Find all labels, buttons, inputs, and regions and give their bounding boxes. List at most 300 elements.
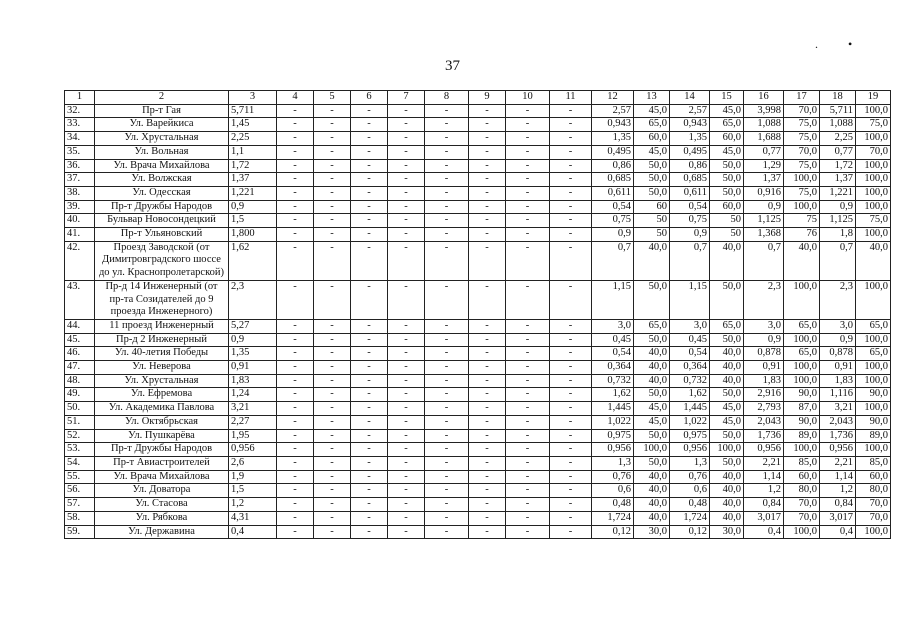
street-name: Ул. Ефремова <box>95 388 229 402</box>
street-name: Ул. Академика Павлова <box>95 402 229 416</box>
dash-cell: - <box>550 402 592 416</box>
street-name: Ул. Хрустальная <box>95 132 229 146</box>
page-number: 37 <box>445 58 460 74</box>
value-cell: 50,0 <box>710 186 744 200</box>
value-cell: 100,0 <box>784 525 820 539</box>
value-cell: 45,0 <box>634 402 670 416</box>
row-number: 33. <box>65 118 95 132</box>
dash-cell: - <box>351 186 388 200</box>
row-number: 59. <box>65 525 95 539</box>
dash-cell: - <box>314 388 351 402</box>
value-cell: 89,0 <box>784 429 820 443</box>
dash-cell: - <box>314 145 351 159</box>
dash-cell: - <box>469 132 506 146</box>
value-cell: 0,7 <box>592 241 634 280</box>
value-cell: 70,0 <box>784 145 820 159</box>
value-cell: 1,2 <box>744 484 784 498</box>
dash-cell: - <box>351 484 388 498</box>
value-cell: 45,0 <box>634 145 670 159</box>
dash-cell: - <box>550 511 592 525</box>
dash-cell: - <box>425 104 469 118</box>
value-cell: 100,0 <box>856 104 891 118</box>
row-number: 45. <box>65 333 95 347</box>
dash-cell: - <box>425 415 469 429</box>
dash-cell: - <box>277 159 314 173</box>
street-name: Бульвар Новосондецкий <box>95 214 229 228</box>
dash-cell: - <box>469 361 506 375</box>
dash-cell: - <box>351 159 388 173</box>
dash-cell: - <box>314 415 351 429</box>
value-cell: 100,0 <box>856 374 891 388</box>
dash-cell: - <box>277 443 314 457</box>
dash-cell: - <box>506 511 550 525</box>
value-cell: 0,45 <box>592 333 634 347</box>
dash-cell: - <box>314 402 351 416</box>
value-cell: 1,221 <box>820 186 856 200</box>
value-cell: 0,54 <box>592 347 634 361</box>
dash-cell: - <box>351 145 388 159</box>
dash-cell: - <box>469 173 506 187</box>
row-number: 37. <box>65 173 95 187</box>
table-row <box>65 228 891 242</box>
value-cell: 0,4 <box>744 525 784 539</box>
table-row <box>65 132 891 146</box>
dash-cell: - <box>314 118 351 132</box>
value-cell: 0,6 <box>592 484 634 498</box>
value-cell: 3,0 <box>592 319 634 333</box>
value-cell: 0,732 <box>670 374 710 388</box>
row-number: 47. <box>65 361 95 375</box>
dash-cell: - <box>277 104 314 118</box>
dash-cell: - <box>314 361 351 375</box>
dash-cell: - <box>469 456 506 470</box>
dash-cell: - <box>351 241 388 280</box>
length-value: 3,21 <box>229 402 277 416</box>
value-cell: 50,0 <box>634 456 670 470</box>
row-number: 38. <box>65 186 95 200</box>
dash-cell: - <box>550 159 592 173</box>
value-cell: 2,3 <box>744 280 784 319</box>
value-cell: 50,0 <box>634 333 670 347</box>
dash-cell: - <box>388 118 425 132</box>
row-number: 53. <box>65 443 95 457</box>
length-value: 1,221 <box>229 186 277 200</box>
value-cell: 50 <box>710 228 744 242</box>
dash-cell: - <box>506 388 550 402</box>
value-cell: 100,0 <box>856 361 891 375</box>
dash-cell: - <box>550 470 592 484</box>
dash-cell: - <box>550 347 592 361</box>
value-cell: 0,878 <box>820 347 856 361</box>
dash-cell: - <box>506 200 550 214</box>
row-number: 42. <box>65 241 95 280</box>
value-cell: 1,29 <box>744 159 784 173</box>
value-cell: 0,45 <box>670 333 710 347</box>
value-cell: 100,0 <box>856 173 891 187</box>
header-cell: 2 <box>95 91 229 105</box>
value-cell: 0,54 <box>670 200 710 214</box>
value-cell: 45,0 <box>710 415 744 429</box>
street-name: 11 проезд Инженерный <box>95 319 229 333</box>
value-cell: 50,0 <box>634 159 670 173</box>
row-number: 50. <box>65 402 95 416</box>
scan-speck: . <box>815 37 818 51</box>
length-value: 1,800 <box>229 228 277 242</box>
street-name: Проезд Заводской (от Димитровградского шоссе до ул. Краснопролетарской) <box>95 241 229 280</box>
dash-cell: - <box>277 470 314 484</box>
length-value: 1,5 <box>229 214 277 228</box>
dash-cell: - <box>314 228 351 242</box>
street-name: Пр-т Дружбы Народов <box>95 443 229 457</box>
value-cell: 60,0 <box>710 132 744 146</box>
dash-cell: - <box>277 388 314 402</box>
dash-cell: - <box>469 525 506 539</box>
value-cell: 100,0 <box>784 374 820 388</box>
dash-cell: - <box>506 228 550 242</box>
dash-cell: - <box>388 443 425 457</box>
header-cell: 5 <box>314 91 351 105</box>
street-name: Ул. Октябрьская <box>95 415 229 429</box>
value-cell: 30,0 <box>634 525 670 539</box>
dash-cell: - <box>425 347 469 361</box>
dash-cell: - <box>388 429 425 443</box>
value-cell: 0,6 <box>670 484 710 498</box>
length-value: 0,4 <box>229 525 277 539</box>
dash-cell: - <box>351 228 388 242</box>
dash-cell: - <box>469 280 506 319</box>
header-cell: 1 <box>65 91 95 105</box>
dash-cell: - <box>277 429 314 443</box>
table-row <box>65 361 891 375</box>
street-name: Пр-т Авиастроителей <box>95 456 229 470</box>
dash-cell: - <box>351 525 388 539</box>
value-cell: 1,088 <box>820 118 856 132</box>
length-value: 4,31 <box>229 511 277 525</box>
row-number: 32. <box>65 104 95 118</box>
value-cell: 1,736 <box>744 429 784 443</box>
street-name: Ул. Одесская <box>95 186 229 200</box>
dash-cell: - <box>469 214 506 228</box>
dash-cell: - <box>506 118 550 132</box>
length-value: 1,24 <box>229 388 277 402</box>
value-cell: 0,84 <box>820 498 856 512</box>
value-cell: 1,724 <box>592 511 634 525</box>
dash-cell: - <box>506 347 550 361</box>
length-value: 1,45 <box>229 118 277 132</box>
street-name: Ул. Пушкарёва <box>95 429 229 443</box>
dash-cell: - <box>469 402 506 416</box>
value-cell: 0,732 <box>592 374 634 388</box>
value-cell: 40,0 <box>634 470 670 484</box>
length-value: 1,2 <box>229 498 277 512</box>
dash-cell: - <box>351 118 388 132</box>
dash-cell: - <box>469 159 506 173</box>
dash-cell: - <box>314 374 351 388</box>
value-cell: 0,956 <box>670 443 710 457</box>
length-value: 1,1 <box>229 145 277 159</box>
dash-cell: - <box>277 347 314 361</box>
value-cell: 0,9 <box>744 200 784 214</box>
dash-cell: - <box>506 159 550 173</box>
length-value: 1,37 <box>229 173 277 187</box>
dash-cell: - <box>550 415 592 429</box>
dash-cell: - <box>425 402 469 416</box>
dash-cell: - <box>550 173 592 187</box>
value-cell: 70,0 <box>856 145 891 159</box>
dash-cell: - <box>425 319 469 333</box>
street-name: Ул. Рябкова <box>95 511 229 525</box>
value-cell: 3,017 <box>744 511 784 525</box>
value-cell: 45,0 <box>710 104 744 118</box>
value-cell: 65,0 <box>784 319 820 333</box>
value-cell: 2,57 <box>670 104 710 118</box>
street-name: Ул. Варейкиса <box>95 118 229 132</box>
value-cell: 65,0 <box>856 347 891 361</box>
value-cell: 2,21 <box>820 456 856 470</box>
dash-cell: - <box>550 228 592 242</box>
value-cell: 1,14 <box>820 470 856 484</box>
length-value: 1,5 <box>229 484 277 498</box>
value-cell: 50,0 <box>710 159 744 173</box>
dash-cell: - <box>550 361 592 375</box>
value-cell: 1,72 <box>820 159 856 173</box>
street-name: Ул. Врача Михайлова <box>95 470 229 484</box>
table-row <box>65 145 891 159</box>
value-cell: 65,0 <box>634 118 670 132</box>
value-cell: 0,9 <box>744 333 784 347</box>
dash-cell: - <box>388 145 425 159</box>
dash-cell: - <box>425 333 469 347</box>
dash-cell: - <box>550 200 592 214</box>
dash-cell: - <box>550 145 592 159</box>
dash-cell: - <box>351 347 388 361</box>
dash-cell: - <box>314 429 351 443</box>
street-name: Пр-т Гая <box>95 104 229 118</box>
value-cell: 1,15 <box>670 280 710 319</box>
value-cell: 45,0 <box>634 104 670 118</box>
value-cell: 3,017 <box>820 511 856 525</box>
dash-cell: - <box>469 470 506 484</box>
length-value: 2,27 <box>229 415 277 429</box>
dash-cell: - <box>550 333 592 347</box>
dash-cell: - <box>425 132 469 146</box>
value-cell: 0,12 <box>670 525 710 539</box>
dash-cell: - <box>277 484 314 498</box>
value-cell: 0,91 <box>820 361 856 375</box>
dash-cell: - <box>351 214 388 228</box>
dash-cell: - <box>314 186 351 200</box>
header-cell: 17 <box>784 91 820 105</box>
value-cell: 40,0 <box>856 241 891 280</box>
street-name: Пр-т Ульяновский <box>95 228 229 242</box>
value-cell: 50 <box>634 228 670 242</box>
length-value: 0,91 <box>229 361 277 375</box>
table-row <box>65 214 891 228</box>
value-cell: 0,84 <box>744 498 784 512</box>
dash-cell: - <box>425 374 469 388</box>
dash-cell: - <box>388 319 425 333</box>
dash-cell: - <box>425 241 469 280</box>
dash-cell: - <box>469 118 506 132</box>
length-value: 0,956 <box>229 443 277 457</box>
value-cell: 0,943 <box>592 118 634 132</box>
value-cell: 90,0 <box>784 415 820 429</box>
value-cell: 90,0 <box>784 388 820 402</box>
dash-cell: - <box>351 280 388 319</box>
dash-cell: - <box>314 104 351 118</box>
value-cell: 1,62 <box>670 388 710 402</box>
value-cell: 75,0 <box>784 118 820 132</box>
dash-cell: - <box>388 470 425 484</box>
dash-cell: - <box>351 319 388 333</box>
data-table <box>64 90 891 539</box>
row-number: 34. <box>65 132 95 146</box>
dash-cell: - <box>351 470 388 484</box>
value-cell: 100,0 <box>634 443 670 457</box>
dash-cell: - <box>277 186 314 200</box>
header-cell: 11 <box>550 91 592 105</box>
value-cell: 45,0 <box>634 415 670 429</box>
value-cell: 100,0 <box>856 200 891 214</box>
value-cell: 60,0 <box>856 470 891 484</box>
row-number: 54. <box>65 456 95 470</box>
value-cell: 1,116 <box>820 388 856 402</box>
value-cell: 1,445 <box>670 402 710 416</box>
dash-cell: - <box>550 498 592 512</box>
value-cell: 40,0 <box>634 484 670 498</box>
value-cell: 1,37 <box>744 173 784 187</box>
value-cell: 0,685 <box>592 173 634 187</box>
value-cell: 30,0 <box>710 525 744 539</box>
street-name: Ул. Доватора <box>95 484 229 498</box>
value-cell: 0,364 <box>592 361 634 375</box>
dash-cell: - <box>314 280 351 319</box>
table-row <box>65 186 891 200</box>
dash-cell: - <box>388 498 425 512</box>
dash-cell: - <box>277 145 314 159</box>
value-cell: 0,956 <box>592 443 634 457</box>
dash-cell: - <box>351 498 388 512</box>
dash-cell: - <box>506 214 550 228</box>
dash-cell: - <box>506 241 550 280</box>
row-number: 43. <box>65 280 95 319</box>
dash-cell: - <box>314 241 351 280</box>
header-cell: 18 <box>820 91 856 105</box>
value-cell: 0,7 <box>670 241 710 280</box>
value-cell: 1,368 <box>744 228 784 242</box>
value-cell: 0,9 <box>592 228 634 242</box>
dash-cell: - <box>425 484 469 498</box>
table-row <box>65 104 891 118</box>
header-cell: 7 <box>388 91 425 105</box>
value-cell: 90,0 <box>856 388 891 402</box>
table-row <box>65 118 891 132</box>
row-number: 36. <box>65 159 95 173</box>
value-cell: 1,8 <box>820 228 856 242</box>
dash-cell: - <box>469 186 506 200</box>
value-cell: 75,0 <box>856 118 891 132</box>
table-row <box>65 525 891 539</box>
dash-cell: - <box>506 443 550 457</box>
value-cell: 100,0 <box>856 186 891 200</box>
dash-cell: - <box>388 415 425 429</box>
dash-cell: - <box>351 200 388 214</box>
table-row <box>65 319 891 333</box>
value-cell: 50,0 <box>710 456 744 470</box>
dash-cell: - <box>277 132 314 146</box>
row-number: 44. <box>65 319 95 333</box>
street-name: Ул. Державина <box>95 525 229 539</box>
dash-cell: - <box>425 228 469 242</box>
value-cell: 70,0 <box>856 511 891 525</box>
table-row <box>65 470 891 484</box>
header-cell: 10 <box>506 91 550 105</box>
value-cell: 100,0 <box>856 132 891 146</box>
value-cell: 45,0 <box>710 145 744 159</box>
value-cell: 76 <box>784 228 820 242</box>
value-cell: 0,86 <box>670 159 710 173</box>
length-value: 5,711 <box>229 104 277 118</box>
value-cell: 90,0 <box>856 415 891 429</box>
header-cell: 6 <box>351 91 388 105</box>
dash-cell: - <box>314 159 351 173</box>
dash-cell: - <box>506 402 550 416</box>
table-row <box>65 415 891 429</box>
value-cell: 1,125 <box>820 214 856 228</box>
value-cell: 50 <box>634 214 670 228</box>
value-cell: 0,685 <box>670 173 710 187</box>
value-cell: 40,0 <box>634 241 670 280</box>
value-cell: 75 <box>784 214 820 228</box>
dash-cell: - <box>388 361 425 375</box>
length-value: 1,83 <box>229 374 277 388</box>
header-cell: 14 <box>670 91 710 105</box>
dash-cell: - <box>351 173 388 187</box>
header-cell: 4 <box>277 91 314 105</box>
value-cell: 1,35 <box>670 132 710 146</box>
value-cell: 65,0 <box>856 319 891 333</box>
value-cell: 40,0 <box>710 361 744 375</box>
dash-cell: - <box>550 132 592 146</box>
dash-cell: - <box>277 333 314 347</box>
dash-cell: - <box>550 214 592 228</box>
dash-cell: - <box>351 429 388 443</box>
length-value: 2,25 <box>229 132 277 146</box>
value-cell: 100,0 <box>856 228 891 242</box>
row-number: 35. <box>65 145 95 159</box>
value-cell: 1,022 <box>670 415 710 429</box>
header-cell: 15 <box>710 91 744 105</box>
dash-cell: - <box>277 415 314 429</box>
row-number: 48. <box>65 374 95 388</box>
dash-cell: - <box>388 402 425 416</box>
length-value: 0,9 <box>229 333 277 347</box>
value-cell: 0,956 <box>744 443 784 457</box>
dash-cell: - <box>351 402 388 416</box>
dash-cell: - <box>469 498 506 512</box>
value-cell: 0,77 <box>744 145 784 159</box>
dash-cell: - <box>550 456 592 470</box>
value-cell: 50,0 <box>710 280 744 319</box>
value-cell: 50,0 <box>710 429 744 443</box>
dash-cell: - <box>469 104 506 118</box>
length-value: 1,95 <box>229 429 277 443</box>
dash-cell: - <box>388 186 425 200</box>
dash-cell: - <box>388 214 425 228</box>
dash-cell: - <box>314 470 351 484</box>
value-cell: 40,0 <box>710 511 744 525</box>
value-cell: 0,9 <box>670 228 710 242</box>
